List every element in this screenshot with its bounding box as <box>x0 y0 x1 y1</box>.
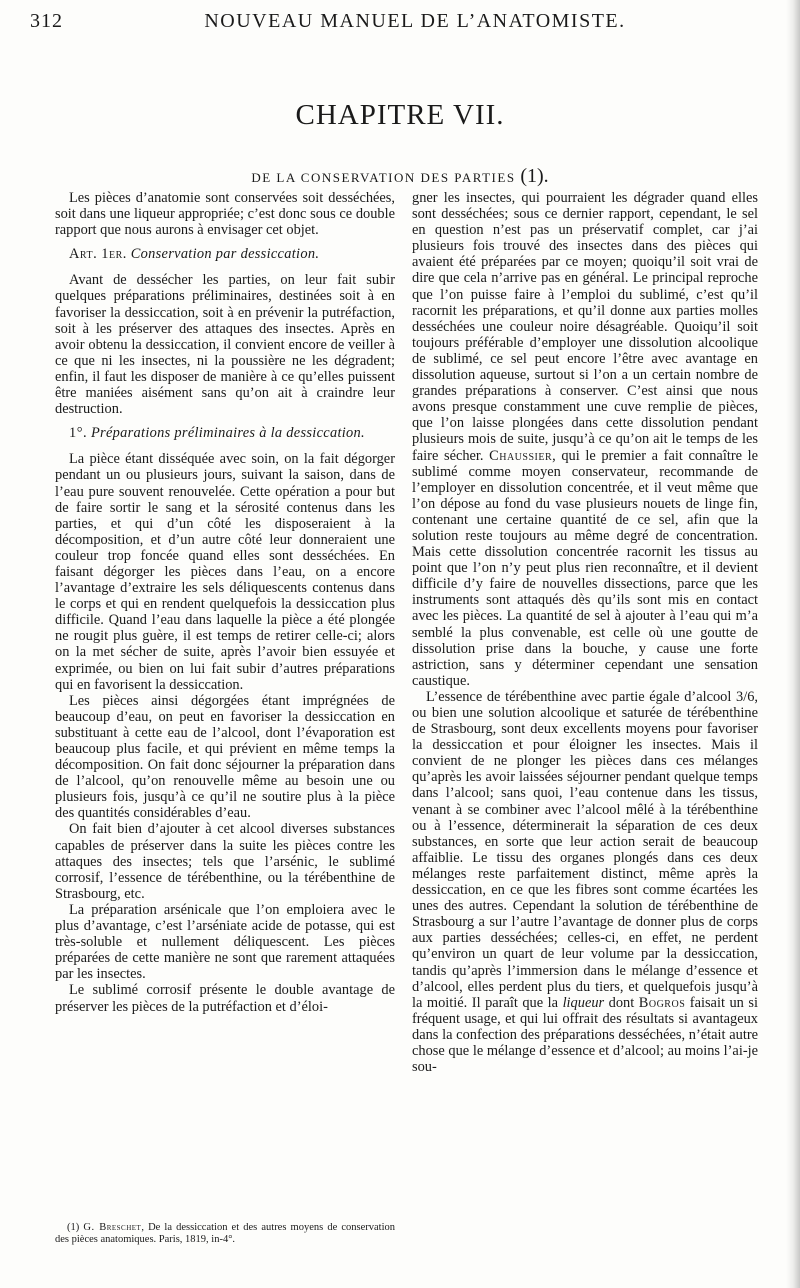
footnote-author: G. Breschet <box>83 1222 142 1233</box>
left-column <box>55 190 395 1015</box>
paragraph: La pièce étant disséquée avec soin, on la fait dégorger pendant un ou plusieurs jours, suivant la saison, dans de l’eau pure souvent renouvelée. Cette opération a pour but de faire sortir le sang et la sérosité contenus dans les parties, et qui d’un côté les disposeraient à la décomposition, et d’un autre côté leur donneraient une couleur trop foncée quand elles sont desséchées. En faisant dégorger les pièces dans l’eau, on a encore l’avantage d’extraire les sels déliquescents contenus dans le corps et qui en rendent quelquefois la dessiccation plus difficile. Quand l’eau dans laquelle la pièce a été plongée ne rougit plus guère, il est temps de retirer celle-ci; alors on la met sécher de suite, après l’avoir bien essuyée et exprimée, ou bien on lui fait subir d’autres préparations qui en favorisent la dessiccation. <box>55 451 395 693</box>
emphasis: liqueur <box>562 994 605 1011</box>
paragraph: Avant de dessécher les parties, on leur fait subir quelques préparations préliminaires, destinées soit à en favoriser la dessiccation, soit à en prévenir la putréfaction, soit à les préserver des attaques des insectes. Après en avoir obtenu la dessiccation, il convient encore de veiller à ce que ni les insectes, ni la poussière ne les dégradent; enfin, il faut les disposer de manière à ce qu’elles puissent être maniées aisément sans qu’on ait à craindre leur destruction. <box>55 272 395 418</box>
footnote-reference: (1). <box>520 165 549 187</box>
paragraph: Les pièces ainsi dégorgées étant imprégnées de beaucoup d’eau, on peut en favoriser la dessiccation en substituant à cette eau de l’alcool, dont l’évaporation est beaucoup plus facile, et qui prévient en même temps la décomposition. On fait donc séjourner la préparation dans de l’alcool, qu’on renouvelle même au besoin une ou plusieurs fois, jusqu’à ce qu’il ne soutire plus à la pièce des quantités considérables d’eau. <box>55 692 395 822</box>
paragraph-text: faisait un si fréquent usage, et qui lui offrait des résultats si avantageux dans la confection des préparations desséchées, n’était autre chose que le mélange d’essence et d’alcool; au moins l’ai-je sou- <box>412 994 758 1076</box>
subsection-title: Préparations préliminaires à la dessiccation. <box>90 425 365 442</box>
page-number: 312 <box>30 10 63 32</box>
section-title <box>0 165 800 188</box>
paragraph-text: , qui le premier a fait connaître le sublimé comme moyen conservateur, recommande de l’employer en dissolution concentrée, et il veut même que l’on dépose au fond du vase plusieurs nouets de linge fin, contenant une certaine quantité de ce sel, afin que la solution reste toujours au même degré de concentration. Mais cette dissolution concentrée racornit les tissus au point que l’on n’y peut plus rien reconnaître, et il devient difficile d’y faire de nouvelles dissections, parce que les instruments sont attaqués dès qu’ils sont mis en contact avec les pièces. La quantité de sel à ajouter à l’eau qui m’a semblé la plus convenable, est celle où une goutte de dissolution prise dans la bouche, y cause une forte astriction, sans y déterminer cependant une sensation caustique. <box>412 447 758 689</box>
subsection-label: 1°. <box>69 425 88 442</box>
footnote <box>55 1222 395 1246</box>
paragraph-text: L’essence de térébenthine avec partie égale d’alcool 3/6, ou bien une solution alcoolique et saturée de térébenthine de Strasbourg, sont deux excellents moyens pour favoriser la dessiccation et pour éloigner les insectes. Mais il convient de ne plonger les pièces dans ces mélanges qu’après les avoir laissées séjourner pendant quelque temps dans l’alcool; sans quoi, l’eau contenue dans les tissus, venant à se combiner avec l’alcool mêlé à la térébenthine ou à l’essence, déterminerait la séparation de ces deux substances, en sorte que leur action serait de beaucoup affaiblie. Le tissu des organes plongés dans ces deux mélanges reste parfaitement distinct, même après la dessiccation, en ce que les fibres sont comme écartées les unes des autres. Cependant la solution de térébenthine de Strasbourg a sur l’autre l’avantage de donner plus de corps aux parties desséchées; celles-ci, en effet, ne perdent qu’environ un quart de leur volume par la dessiccation, tandis qu’après l’immersion dans le mélange d’essence et d’alcool, elles perdent plus du tiers, et quelquefois jusqu’à la moitié. Il paraît que la <box>412 688 758 1011</box>
paragraph: Le sublimé corrosif présente le double avantage de préserver les pièces de la putréfaction et d’éloi- <box>55 982 395 1015</box>
article-title: Conservation par dessiccation. <box>130 246 320 263</box>
page-edge-shadow <box>786 0 800 1288</box>
footnote-text: , De la dessiccation et des autres moyens de conservation des pièces anatomiques. Paris, 1819, in-4°. <box>55 1222 396 1245</box>
paragraph-text: gner les insectes, qui pourraient les dégrader quand elles sont desséchées; sous ce dernier rapport, cependant, le sel en question n’est pas un préservatif complet, car j’ai plusieurs fois trouvé des insectes dans des pièces qui avaient été préparées par ce moyen; quoiqu’il soit vrai de dire que cela n’arrive pas en général. Le principal reproche que l’on puisse faire à l’emploi du sublimé, c’est qu’il racornit les préparations, et qu’il donne aux parties molles desséchées une couleur noire désagréable. Quoiqu’il soit toujours préférable d’employer une dissolution alcoolique de sublimé, ce sel peut encore l’être avec avantage en dissolution aqueuse, surtout si l’on a un certain nombre de grandes préparations à conserver. C’est ainsi que nous avons presque constamment une cuve remplie de pièces, que l’on laisse plongées dans cette dissolution pendant plusieurs mois de suite, jusqu’à ce qu’on ait le temps de les faire sécher. <box>412 190 758 464</box>
paragraph: On fait bien d’ajouter à cet alcool diverses substances capables de préserver dans la suite les pièces contre les attaques des insectes; tels que l’arsénic, le sublimé corrosif, l’essence de térébenthine, ou la térébenthine de Strasbourg, etc. <box>55 821 395 902</box>
running-head <box>30 10 760 40</box>
footnote-marker: (1) <box>67 1222 80 1233</box>
paragraph <box>412 689 758 1075</box>
article-heading <box>55 246 395 262</box>
paragraph: La préparation arsénicale que l’on emploiera avec le plus d’avantage, c’est l’arséniate acide de potasse, qui est très-soluble et nullement déliquescent. Les pièces préparées de cette manière ne sont que rarement attaquées par les insectes. <box>55 901 395 983</box>
article-label: Art. 1er. <box>69 246 127 263</box>
paragraph <box>412 190 758 689</box>
author-name: Bogros <box>638 994 686 1011</box>
section-title-text: DE LA CONSERVATION DES PARTIES <box>251 170 516 185</box>
right-column <box>412 190 758 1075</box>
paragraph-text: dont <box>604 994 635 1011</box>
chapter-title: CHAPITRE VII. <box>295 99 505 131</box>
subsection-heading <box>55 425 395 441</box>
paragraph: Les pièces d’anatomie sont conservées soit desséchées, soit dans une liqueur appropriée; c’est donc sous ce double rapport que nous aurons à envisager cet objet. <box>55 190 395 239</box>
running-title: NOUVEAU MANUEL DE L’ANATOMISTE. <box>204 10 626 32</box>
author-name: Chaussier <box>489 447 553 464</box>
